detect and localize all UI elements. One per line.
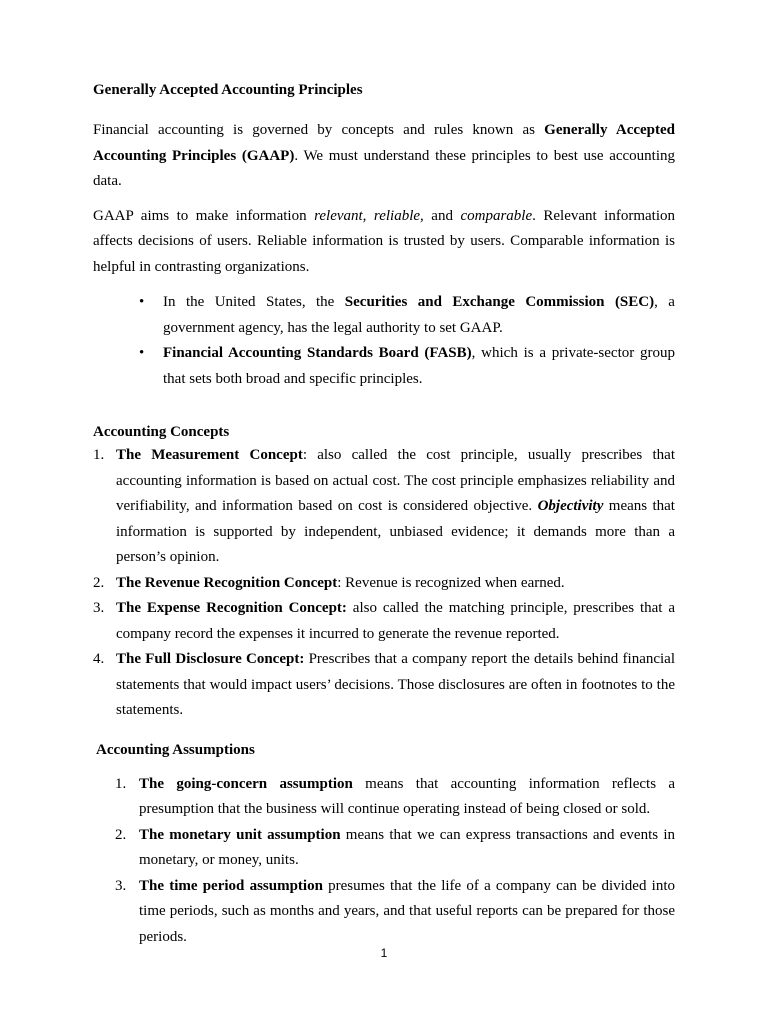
- concepts-heading: Accounting Concepts: [93, 424, 230, 440]
- bullet-item-sec: [93, 290, 675, 341]
- intro-paragraph: [93, 118, 675, 195]
- intro-text: Financial accounting is governed by concepts and rules known as: [93, 122, 545, 138]
- concept-text: Prescribes that a company report the details behind financial statements that would impact users’ decisions. Those disclosures are often in footnotes to the statements.: [116, 651, 675, 718]
- assumption-item-monetary-unit: [93, 823, 675, 874]
- assumption-item-going-concern: [93, 772, 675, 823]
- gaap-aims-paragraph: [93, 204, 675, 281]
- concept-term: The Full Disclosure Concept:: [116, 651, 305, 667]
- page-number: 1: [380, 946, 388, 960]
- assumption-term: The time period assumption: [139, 877, 323, 894]
- list-number: 3.: [115, 877, 127, 894]
- assumption-text: means that we can express transactions and events in monetary, or money, units.: [139, 826, 675, 868]
- intro-gaap-term: Generally Accepted Accounting Principles (GAAP): [93, 122, 675, 164]
- concept-text: means that information is supported by independent, unbiased evidence; it demands more than a person’s opinion.: [116, 498, 675, 565]
- concept-text: also called the matching principle, prescribes that a company record the expenses it incurred to generate the revenue reported.: [116, 600, 675, 642]
- assumption-item-time-period: [93, 874, 675, 951]
- bullet-item-fasb: [93, 341, 675, 392]
- document-page: [93, 80, 675, 950]
- document-title: Generally Accepted Accounting Principles: [93, 82, 363, 98]
- bullet-text: In the United States, the: [163, 294, 345, 310]
- list-number: 4.: [93, 651, 105, 667]
- aims-text: , and: [420, 207, 461, 224]
- standard-setters-list: [93, 290, 675, 392]
- concept-text: : also called the cost principle, usually prescribes that accounting information is based on actual cost. The cost principle emphasizes reliability and verifiability, and information based on cost is considered objective.: [116, 447, 675, 514]
- assumption-term: The monetary unit assumption: [139, 826, 341, 843]
- aims-text: . Relevant information affects decisions of users. Reliable information is trusted by users. Comparable information is helpful in contrasting organizations.: [93, 207, 675, 275]
- aims-relevant-reliable: relevant, reliable: [314, 207, 421, 224]
- concept-term: The Expense Recognition Concept:: [116, 600, 347, 616]
- aims-text: GAAP aims to make information: [93, 207, 315, 224]
- list-number: 2.: [93, 574, 105, 591]
- concept-item-measurement: [93, 443, 675, 571]
- concepts-list: [93, 443, 675, 724]
- bullet-term: Financial Accounting Standards Board (FASB): [163, 345, 472, 361]
- aims-comparable: comparable: [460, 207, 533, 224]
- assumption-text: presumes that the life of a company can be divided into time periods, such as months and years, and that useful reports can be prepared for those periods.: [139, 877, 675, 945]
- list-number: 2.: [115, 826, 127, 843]
- concept-term: The Measurement Concept: [116, 447, 303, 463]
- concept-item-disclosure: [93, 647, 675, 724]
- assumptions-list: [93, 772, 675, 951]
- list-number: 1.: [93, 447, 105, 463]
- assumption-text: means that accounting information reflects a presumption that the business will continue operating instead of being closed or sold.: [139, 775, 676, 817]
- concept-text: : Revenue is recognized when earned.: [337, 574, 565, 591]
- concept-item-revenue: [93, 571, 675, 597]
- assumption-term: The going-concern assumption: [139, 775, 353, 792]
- concept-item-expense: [93, 596, 675, 647]
- assumptions-heading: Accounting Assumptions: [96, 741, 255, 758]
- bullet-text: , which is a private-sector group that sets both broad and specific principles.: [163, 345, 675, 387]
- concept-emphasis-objectivity: Objectivity: [537, 498, 604, 514]
- bullet-text: , a government agency, has the legal authority to set GAAP.: [163, 294, 675, 336]
- intro-text: . We must understand these principles to best use accounting data.: [93, 147, 676, 189]
- bullet-icon: •: [139, 345, 145, 361]
- concept-term: The Revenue Recognition Concept: [116, 574, 338, 591]
- bullet-term: Securities and Exchange Commission (SEC): [344, 294, 655, 310]
- bullet-icon: •: [139, 294, 145, 310]
- list-number: 1.: [115, 775, 127, 792]
- list-number: 3.: [93, 600, 105, 616]
